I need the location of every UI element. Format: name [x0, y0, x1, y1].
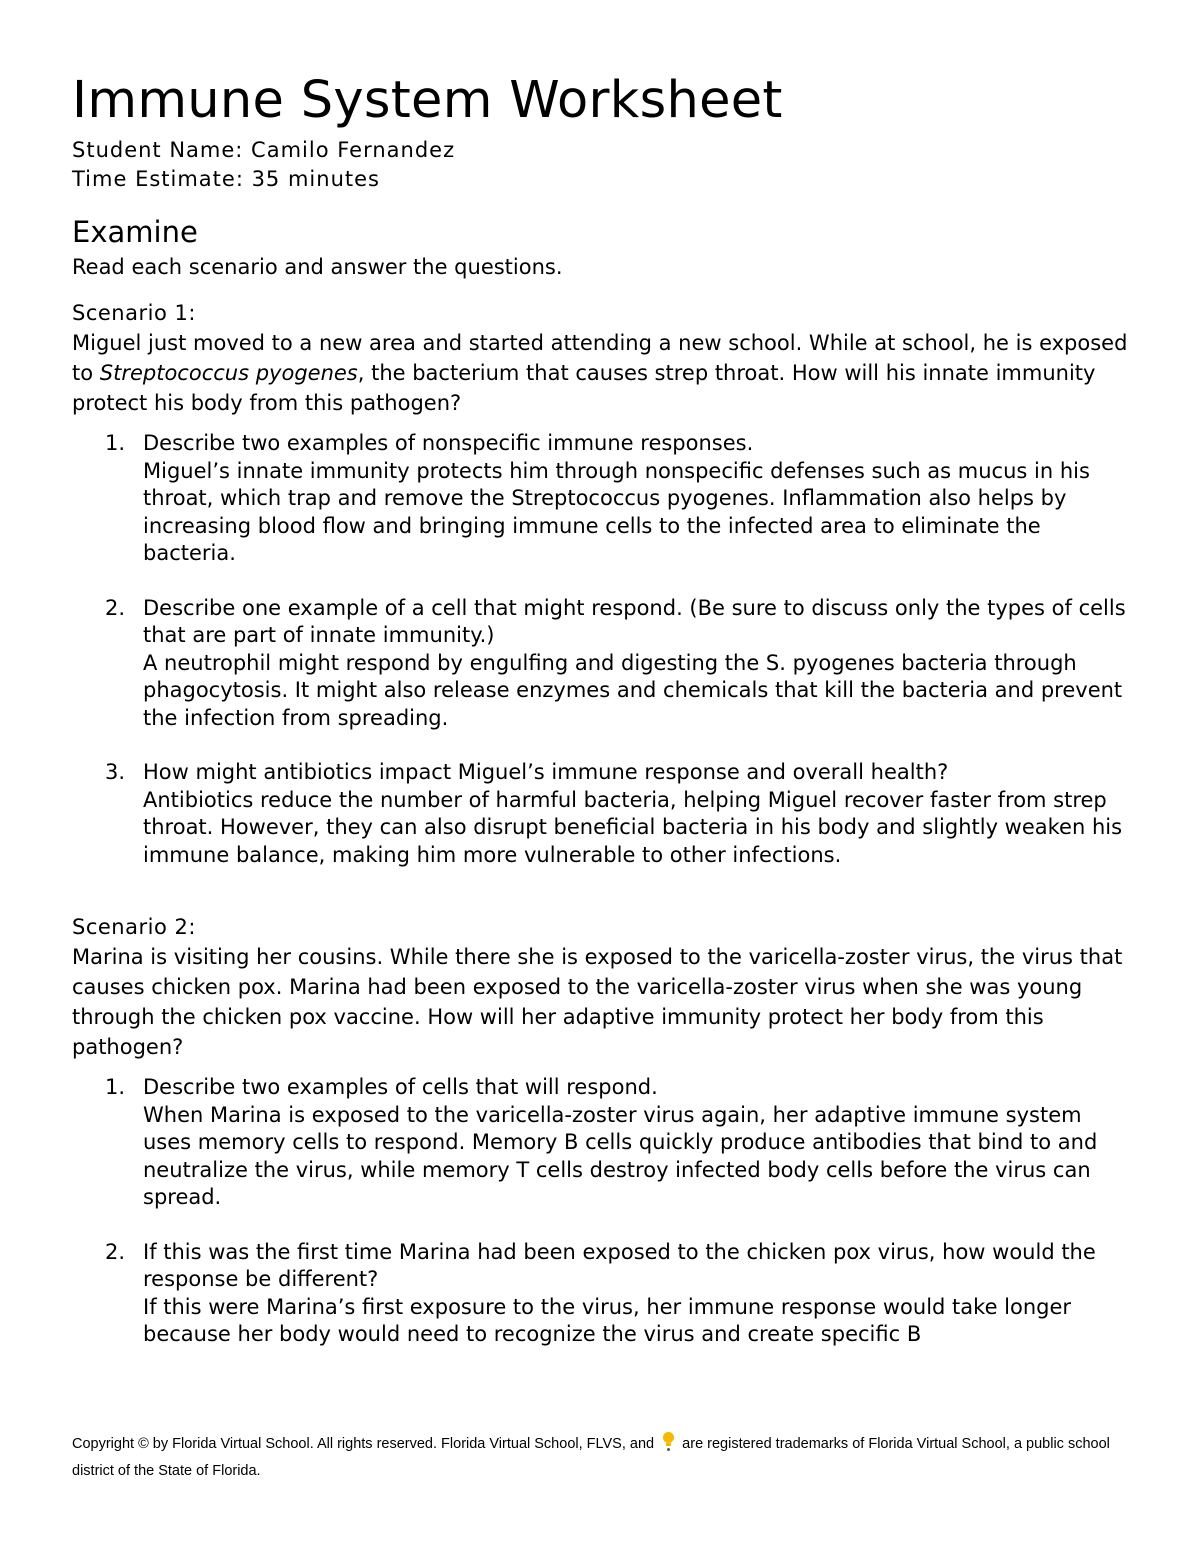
instructions: Read each scenario and answer the questions. — [72, 255, 563, 279]
question-number: 1. — [105, 431, 126, 455]
flvs-lightbulb-icon — [660, 1430, 676, 1452]
copyright-footer — [72, 1430, 1132, 1485]
question-text: How might antibiotics impact Miguel’s immune response and overall health? — [143, 760, 949, 784]
scenario-1-text-part: Miguel just moved to a new area and started attending a new school. While at school, he is exposed to — [72, 331, 1128, 385]
question-item — [72, 759, 1132, 869]
question-item — [72, 1239, 1132, 1349]
question-text: Describe one example of a cell that might respond. (Be sure to discuss only the types of cells that are part of innate immunity.) — [143, 595, 1126, 647]
scenario-2-questions — [72, 1074, 1132, 1349]
question-text: Describe two examples of cells that will respond. — [143, 1075, 658, 1099]
question-item — [72, 1074, 1132, 1212]
question-text: Describe two examples of nonspecific immune responses. — [143, 431, 754, 455]
student-name: Student Name: Camilo Fernandez — [72, 138, 456, 162]
answer-text: If this were Marina’s first exposure to the virus, her immune response would take longer because her body would need to recognize the virus and create specific B — [143, 1294, 1072, 1346]
worksheet-page — [72, 70, 1132, 1376]
footer-text: Copyright © by Florida Virtual School. All rights reserved. Florida Virtual School, FLVS, and — [72, 1436, 655, 1452]
answer-text: Antibiotics reduce the number of harmful bacteria, helping Miguel recover faster from strep throat. However, they can also disrupt beneficial bacteria in his body and slightly weaken his immune balance, making him more vulnerable to other infections. — [143, 787, 1123, 867]
scenario-1-questions — [72, 430, 1132, 869]
scenario-1-text-part: , the bacterium that causes strep throat. How will his innate immunity protect his body from this pathogen? — [72, 361, 1096, 415]
scenario-2-label: Scenario 2: — [72, 915, 196, 939]
scenario-2-text: Marina is visiting her cousins. While there she is exposed to the varicella-zoster virus, the virus that causes chicken pox. Marina had been exposed to the varicella-zoster virus when she was young through the chicken pox vaccine. How will her adaptive immunity protect her body from this pathogen? — [72, 945, 1123, 1059]
question-number: 3. — [105, 760, 126, 784]
answer-text: When Marina is exposed to the varicella-zoster virus again, her adaptive immune system uses memory cells to respond. Memory B cells quickly produce antibodies that bind to and neutralize the virus, while memory T cells destroy infected body cells before the virus can spread. — [143, 1102, 1098, 1209]
question-text: If this was the first time Marina had been exposed to the chicken pox virus, how would the response be different? — [143, 1239, 1096, 1291]
answer-text: Miguel’s innate immunity protects him through nonspecific defenses such as mucus in his throat, which trap and remove the Streptococcus pyogenes. Inflammation also helps by increasing blood flow and bringing immune cells to the infected area to eliminate the bacteria. — [143, 458, 1090, 565]
student-info — [72, 136, 1132, 194]
question-item — [72, 430, 1132, 568]
scenario-1-organism: Streptococcus pyogenes — [99, 361, 358, 385]
answer-text: A neutrophil might respond by engulfing and digesting the S. pyogenes bacteria through phagocytosis. It might also release enzymes and chemicals that kill the bacteria and prevent the infection from spreading. — [143, 650, 1123, 730]
question-number: 1. — [105, 1075, 126, 1099]
time-estimate: Time Estimate: 35 minutes — [72, 167, 380, 191]
section-heading: Examine — [72, 215, 198, 249]
scenario-1-label: Scenario 1: — [72, 301, 196, 325]
question-item — [72, 595, 1132, 733]
footer-text: are registered trademarks of Florida Virtual School, a public school district of the State of Florida. — [72, 1436, 1110, 1479]
page-title: Immune System Worksheet — [72, 71, 783, 130]
scenario-1-text — [72, 328, 1132, 418]
question-number: 2. — [105, 1239, 126, 1264]
question-number: 2. — [105, 595, 126, 620]
